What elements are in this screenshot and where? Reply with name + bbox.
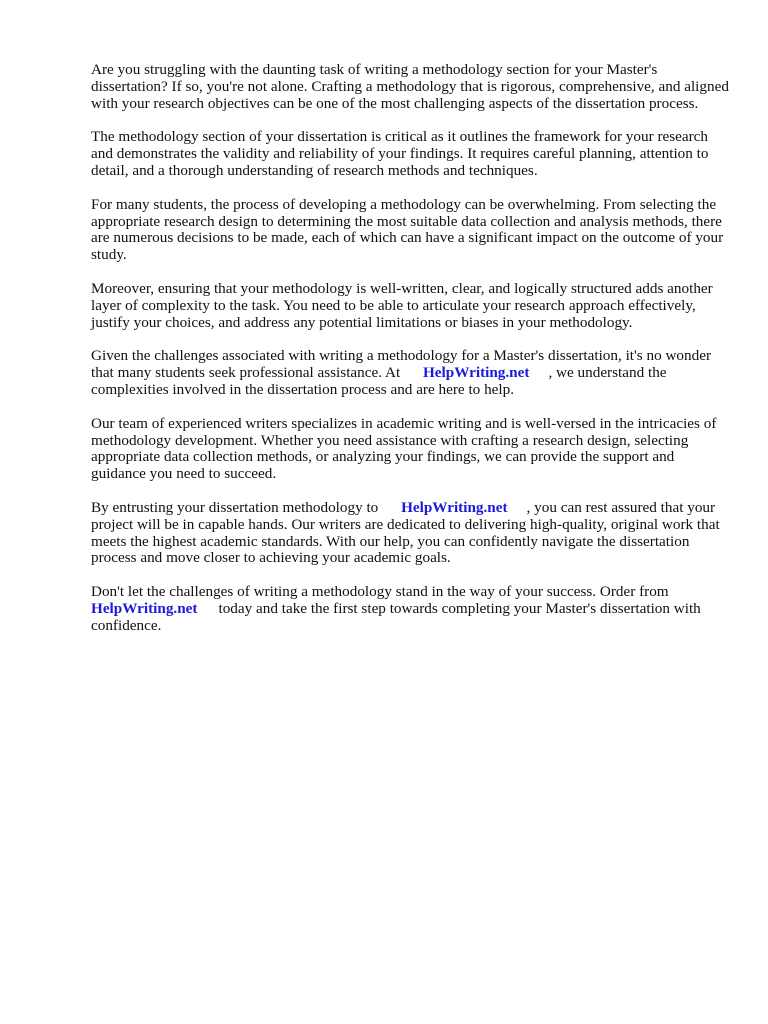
paragraph-text: For many students, the process of developing a methodology can be overwhelming. From selecting the appropriate research design to determining the most suitable data collection and analysis methods, there are numerous decisions to be made, each of which can have a significant impact on the outcome of your study.: [91, 195, 724, 264]
paragraph-entrust: [91, 500, 731, 567]
paragraph-text: Moreover, ensuring that your methodology is well-written, clear, and logically structured adds another layer of complexity to the task. You need to be able to articulate your research approach effectively, justify your choices, and address any potential limitations or biases in your methodology.: [91, 279, 713, 331]
paragraph-assistance: [91, 348, 731, 398]
paragraph-call-to-action: [91, 584, 731, 634]
paragraph-overwhelming: [91, 197, 731, 264]
helpwriting-link[interactable]: HelpWriting.net: [422, 364, 530, 382]
paragraph-importance: [91, 129, 731, 179]
helpwriting-link[interactable]: HelpWriting.net: [91, 599, 198, 617]
paragraph-text: Our team of experienced writers specializes in academic writing and is well-versed in the intricacies of methodology development. Whether you need assistance with crafting a research design, selecting appropriate data collection methods, or analyzing your findings, we can provide the support and guidance you need to succeed.: [91, 414, 717, 483]
paragraph-complexity: [91, 281, 731, 331]
paragraph-text: The methodology section of your dissertation is critical as it outlines the framework for your research and demonstrates the validity and reliability of your findings. It requires careful planning, attention to detail, and a thorough understanding of research methods and techniques.: [91, 128, 709, 179]
paragraph-text: Don't let the challenges of writing a methodology stand in the way of your success. Order from: [91, 583, 669, 601]
paragraph-text: , you can rest assured that your project will be in capable hands. Our writers are dedicated to delivering high-quality, original work that meets the highest academic standards. With our help, you can confidently navigate the dissertation process and move closer to achieving your academic goals.: [91, 498, 720, 567]
paragraph-intro: [91, 62, 731, 112]
helpwriting-link[interactable]: HelpWriting.net: [401, 498, 508, 516]
paragraph-text: By entrusting your dissertation methodology to: [91, 498, 379, 516]
paragraph-text: , we understand the complexities involved in the dissertation process and are here to help.: [91, 364, 667, 398]
paragraph-text: Given the challenges associated with writing a methodology for a Master's dissertation, it's no wonder that many students seek professional assistance. At: [91, 347, 712, 382]
paragraph-text: today and take the first step towards completing your Master's dissertation with confidence.: [91, 599, 701, 634]
document-body: [91, 62, 731, 652]
paragraph-team: [91, 416, 731, 483]
paragraph-text: Are you struggling with the daunting task of writing a methodology section for your Master's dissertation? If so, you're not alone. Crafting a methodology that is rigorous, comprehensive, and aligned with your research objectives can be one of the most challenging aspects of the dissertation process.: [91, 61, 729, 112]
